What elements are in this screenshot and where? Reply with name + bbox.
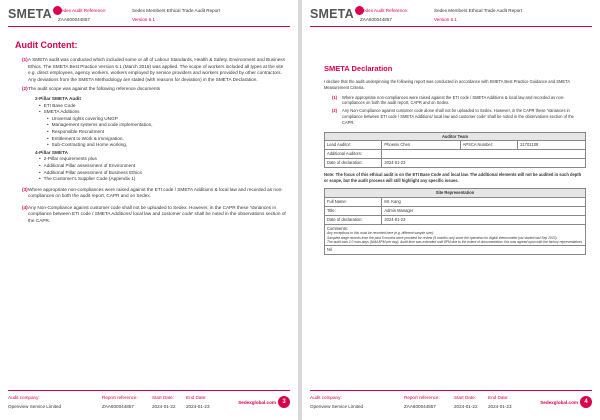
report-reference-label: Report reference: <box>102 395 138 400</box>
start-date-value: 2024-01-22 <box>454 404 478 409</box>
full-name-value: Mr. Kang <box>382 198 586 207</box>
list-item <box>15 57 286 83</box>
sedex-website-link[interactable]: Sedexglobal.com <box>540 400 578 405</box>
apsca-number-label: APSCA Number: <box>460 141 517 150</box>
table-row <box>325 206 586 215</box>
item-number: (3) <box>22 186 28 192</box>
additional-auditors-value <box>382 150 586 159</box>
report-reference-value: ZAA600044857 <box>404 404 436 409</box>
end-date-label: End Date: <box>186 395 207 400</box>
bullet-item: • Additional Pillar assessment of Environment <box>35 163 286 170</box>
item-text: The audit scope was against the following reference documents <box>28 86 161 92</box>
smeta-logo: SMETA <box>8 7 62 21</box>
page-number-badge: 3 <box>278 396 290 408</box>
audit-reference-label: Sedex Audit Reference: <box>360 8 409 13</box>
item-text: Where appropriate non-compliances were raised against the ETI code / SMETA Additions & local law and recorded as non-compliances on both the audit report, CAPR and on Sedex. <box>28 186 283 199</box>
start-date-label: Start Date: <box>152 395 174 400</box>
sub-bullet-item: • Management systems and code implementation, <box>35 122 286 129</box>
audit-reference-value: ZAA600044857 <box>360 17 392 22</box>
list-item <box>15 187 286 200</box>
report-version: Version 6.1 <box>132 17 155 22</box>
bullet-item: • Additional Pillar assessment of Business Ethics <box>35 170 286 177</box>
date-of-declaration-label: Date of declaration: <box>325 215 382 224</box>
report-reference-value: ZAA600044857 <box>102 404 134 409</box>
apsca-number-value: 21702108 <box>518 141 586 150</box>
list-item <box>15 205 286 225</box>
table-row <box>325 150 586 159</box>
site-representation-heading: Site Representation <box>325 189 586 198</box>
date-of-declaration-value: 2024-01-23 <box>382 158 586 167</box>
additional-auditors-label: Additional Auditors: <box>325 150 382 159</box>
item-number: (1) <box>22 57 28 62</box>
item-text: Any Non-Compliance against customer code alone shall not be uploaded to Sedex. However, in the CAPR these 'Variances in compliance between ETI code / SMETA Additions/ local law and customer code' shall be noted in the observations section of the CAPR. <box>342 108 574 125</box>
audit-company-label: Audit company: <box>8 395 40 400</box>
report-version: Version 6.1 <box>434 17 457 22</box>
site-representation-table <box>324 188 586 254</box>
table-row <box>325 141 586 150</box>
report-reference-label: Report reference: <box>404 395 440 400</box>
start-date-label: Start Date: <box>454 395 476 400</box>
declaration-intro: I declare that the audit underpinning the following report was conducted in accordance with SMETA Best Practice Guidance and SMETA Measurement Criteria. <box>324 79 570 90</box>
auditor-team-heading: Auditor Team <box>325 132 586 141</box>
end-date-value: 2024-01-23 <box>186 404 210 409</box>
declaration-title: SMETA Declaration <box>324 64 393 73</box>
audit-reference-label: Sedex Audit Reference: <box>58 8 107 13</box>
item-number: (2) <box>22 86 28 92</box>
sub-bullet-item: • Entitlement to Work & immigration, <box>35 136 286 143</box>
pillar2-heading: 2-Pillar SMETA Audit <box>35 95 81 101</box>
item-number: (2) <box>332 108 338 114</box>
comments-line: Sampled wage records from the past 5 months were provided for review (5 months only since the operation for digital thermometer just started last Sep 2023). <box>327 235 558 240</box>
report-page-3 <box>0 0 298 420</box>
item-text: Any Non-Compliance against customer code shall not be uploaded to Sedex. However, in the CAPR these 'Variances in compliance between ETI code / SMETA Additions/ local law and customer code' shall be noted in the observations section of the CAPR. <box>28 204 286 224</box>
page-footer <box>302 390 600 420</box>
pillar4-heading: 4-Pillar SMETA <box>35 149 68 155</box>
date-of-declaration-label: Date of declaration: <box>325 158 382 167</box>
item-text: A SMETA audit was conducted which included some or all of Labour Standards, Health & Safety, Environment and Business Ethics. The SMETA Best Practice Version 6.1 (March 2019) was applied. The scope of workers included all types at the site e.g. direct employees, agency workers, workers employed by service providers and workers provided by other contractors. Any deviations from the SMETA Methodology are stated (with reasons for deviation) in the SMETA Declaration. <box>28 57 285 82</box>
report-title: Sedex Members Ethical Trade Audit Report <box>132 8 221 13</box>
header-divider <box>310 26 592 27</box>
comments-line: Any exceptions to this must be recorded here (e.g. different sample size): <box>327 231 434 236</box>
report-page-4 <box>302 0 600 420</box>
title-value: Admin Manager <box>382 206 586 215</box>
lead-auditor-label: Lead Auditor: <box>325 141 382 150</box>
item-text: Where appropriate non-compliances were raised against the ETI code / SMETA Additions & local law and recorded as non-compliances on both the audit report, CAPR and on Sedex. <box>342 94 565 106</box>
bullet-item: • 2-Pillar requirements plus <box>35 156 286 163</box>
sedex-website-link[interactable]: Sedexglobal.com <box>238 400 276 405</box>
audit-content-body <box>15 57 286 228</box>
list-item <box>15 86 286 93</box>
table-row <box>325 215 586 224</box>
page-title: Audit Content: <box>15 40 78 50</box>
title-label: Title: <box>325 206 382 215</box>
page-footer <box>0 390 298 420</box>
comments-line: The audit took 2.0 man-days (9AM-8PM per day). Audit time was extended until 8PM due to the extent of documentation; this was agreed upon with the factory representatives <box>327 239 583 244</box>
date-of-declaration-value: 2024-01-23 <box>382 215 586 224</box>
table-row <box>325 245 586 254</box>
audit-company-label: Audit company: <box>310 395 342 400</box>
item-number: (1) <box>332 94 338 100</box>
table-row <box>325 198 586 207</box>
list-item <box>324 108 586 125</box>
bullet-item: • The Customer's Supplier Code (Appendix 1) <box>35 176 286 183</box>
page-header <box>0 4 298 26</box>
end-date-label: End Date: <box>488 395 509 400</box>
full-name-label: Full Name: <box>325 198 382 207</box>
sub-bullet-item: • Universal rights covering UNGP <box>35 116 286 123</box>
page-number-badge: 4 <box>580 396 592 408</box>
audit-focus-note: Note: The focus of this ethical audit is on the ETI Base Code and local law. The additional elements will not be audited in such depth or scope, but the audit process will still highlight any specific issues. <box>324 171 582 183</box>
table-row <box>325 224 586 245</box>
footer-divider <box>310 390 592 391</box>
table-row <box>325 158 586 167</box>
item-number: (4) <box>22 204 28 210</box>
comments-label: Comments: <box>327 225 348 231</box>
footer-divider <box>8 390 290 391</box>
comments-cell <box>325 224 586 245</box>
audit-company-value: Openview Service Limited <box>8 404 62 409</box>
sub-bullet-item: • Sub-Contracting and Home working, <box>35 142 286 149</box>
start-date-value: 2024-01-22 <box>152 404 176 409</box>
audit-reference-value: ZAA600044857 <box>58 17 90 22</box>
report-title: Sedex Members Ethical Trade Audit Report <box>434 8 523 13</box>
header-divider <box>8 26 290 27</box>
declaration-body <box>324 79 586 255</box>
smeta-logo: SMETA <box>310 7 364 21</box>
audit-company-value: Openview Service Limited <box>310 404 364 409</box>
list-item <box>324 95 586 107</box>
bullet-item: • ETI Base Code <box>35 103 286 110</box>
end-date-value: 2024-01-23 <box>488 404 512 409</box>
bullet-item: • SMETA Additions <box>35 109 286 116</box>
lead-auditor-value: Phoenix Chen <box>382 141 460 150</box>
sub-bullet-item: • Responsible Recruitment <box>35 129 286 136</box>
auditor-team-table <box>324 132 586 168</box>
nil-value: Nil <box>325 245 586 254</box>
reference-documents <box>15 96 286 183</box>
page-header <box>302 4 600 26</box>
